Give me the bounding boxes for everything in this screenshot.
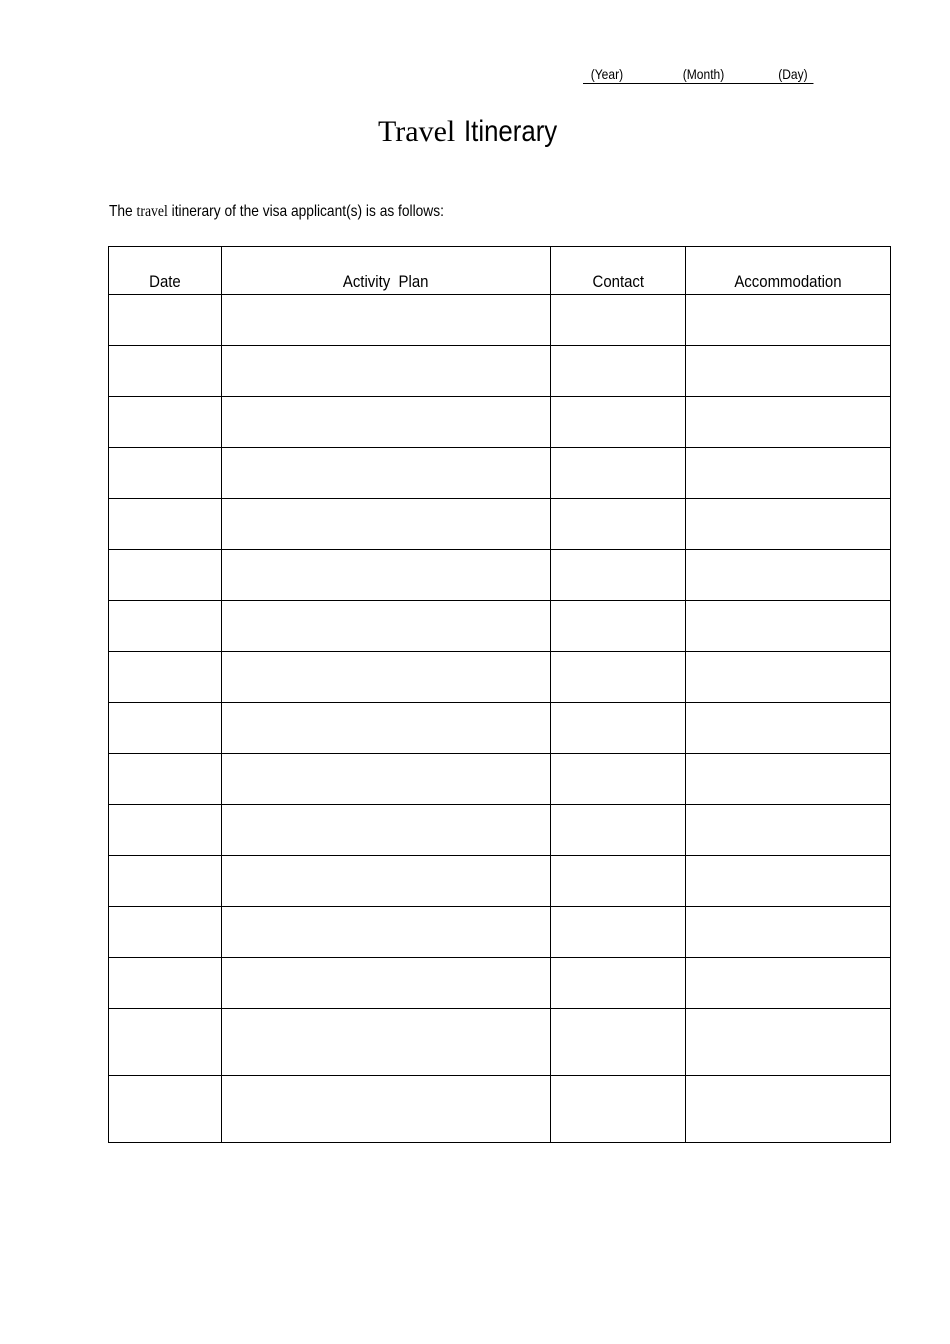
year-label: (Year)	[590, 66, 624, 82]
accommodation-cell[interactable]	[686, 856, 891, 907]
table-row	[109, 1009, 891, 1076]
contact-cell[interactable]	[551, 397, 686, 448]
date-cell[interactable]	[109, 856, 222, 907]
date-cell[interactable]	[109, 448, 222, 499]
activity-plan-cell[interactable]	[222, 805, 551, 856]
activity-plan-cell[interactable]	[222, 601, 551, 652]
activity-plan-cell[interactable]	[222, 448, 551, 499]
activity-plan-cell[interactable]	[222, 550, 551, 601]
header-contact: Contact	[551, 247, 686, 295]
table-row	[109, 550, 891, 601]
header-activity-plan: Activity Plan	[222, 247, 551, 295]
date-field-line[interactable]	[583, 66, 813, 84]
activity-plan-cell[interactable]	[222, 958, 551, 1009]
page-title	[0, 112, 950, 152]
contact-cell[interactable]	[551, 703, 686, 754]
contact-cell[interactable]	[551, 958, 686, 1009]
table-row	[109, 856, 891, 907]
activity-plan-cell[interactable]	[222, 856, 551, 907]
contact-cell[interactable]	[551, 346, 686, 397]
accommodation-cell[interactable]	[686, 703, 891, 754]
accommodation-cell[interactable]	[686, 448, 891, 499]
accommodation-cell[interactable]	[686, 1009, 891, 1076]
contact-cell[interactable]	[551, 907, 686, 958]
contact-cell[interactable]	[551, 805, 686, 856]
accommodation-cell[interactable]	[686, 652, 891, 703]
table-row	[109, 652, 891, 703]
contact-cell[interactable]	[551, 499, 686, 550]
date-cell[interactable]	[109, 499, 222, 550]
table-row	[109, 907, 891, 958]
table-row	[109, 397, 891, 448]
intro-text	[109, 202, 444, 222]
activity-plan-cell[interactable]	[222, 346, 551, 397]
accommodation-cell[interactable]	[686, 295, 891, 346]
title-part-travel: Travel	[378, 115, 456, 148]
contact-cell[interactable]	[551, 1076, 686, 1143]
date-cell[interactable]	[109, 1009, 222, 1076]
date-cell[interactable]	[109, 958, 222, 1009]
table-row	[109, 958, 891, 1009]
table-row	[109, 601, 891, 652]
table-row	[109, 448, 891, 499]
activity-plan-cell[interactable]	[222, 754, 551, 805]
title-part-itinerary: Itinerary	[463, 115, 557, 148]
table-body	[109, 295, 891, 1143]
activity-plan-cell[interactable]	[222, 397, 551, 448]
accommodation-cell[interactable]	[686, 346, 891, 397]
date-cell[interactable]	[109, 652, 222, 703]
contact-cell[interactable]	[551, 652, 686, 703]
table-row	[109, 703, 891, 754]
date-cell[interactable]	[109, 805, 222, 856]
accommodation-cell[interactable]	[686, 550, 891, 601]
accommodation-cell[interactable]	[686, 397, 891, 448]
activity-plan-cell[interactable]	[222, 295, 551, 346]
table-row	[109, 754, 891, 805]
date-cell[interactable]	[109, 295, 222, 346]
date-cell[interactable]	[109, 397, 222, 448]
intro-word: travel	[136, 203, 168, 220]
contact-cell[interactable]	[551, 1009, 686, 1076]
accommodation-cell[interactable]	[686, 499, 891, 550]
date-cell[interactable]	[109, 754, 222, 805]
activity-plan-cell[interactable]	[222, 652, 551, 703]
contact-cell[interactable]	[551, 754, 686, 805]
contact-cell[interactable]	[551, 448, 686, 499]
table-header-row	[109, 247, 891, 295]
table-row	[109, 1076, 891, 1143]
date-cell[interactable]	[109, 703, 222, 754]
accommodation-cell[interactable]	[686, 1076, 891, 1143]
accommodation-cell[interactable]	[686, 907, 891, 958]
header-accommodation: Accommodation	[686, 247, 891, 295]
activity-plan-cell[interactable]	[222, 499, 551, 550]
accommodation-cell[interactable]	[686, 958, 891, 1009]
table-row	[109, 346, 891, 397]
month-label: (Month)	[682, 66, 725, 82]
contact-cell[interactable]	[551, 295, 686, 346]
date-cell[interactable]	[109, 550, 222, 601]
date-cell[interactable]	[109, 1076, 222, 1143]
activity-plan-cell[interactable]	[222, 703, 551, 754]
itinerary-table	[108, 246, 891, 1143]
table-row	[109, 295, 891, 346]
date-cell[interactable]	[109, 601, 222, 652]
activity-plan-cell[interactable]	[222, 907, 551, 958]
activity-plan-cell[interactable]	[222, 1009, 551, 1076]
activity-plan-cell[interactable]	[222, 1076, 551, 1143]
table-row	[109, 499, 891, 550]
intro-suffix: itinerary of the visa applicant(s) is as follows:	[167, 203, 444, 220]
accommodation-cell[interactable]	[686, 805, 891, 856]
accommodation-cell[interactable]	[686, 601, 891, 652]
table-row	[109, 805, 891, 856]
date-cell[interactable]	[109, 907, 222, 958]
day-label: (Day)	[778, 66, 808, 82]
date-cell[interactable]	[109, 346, 222, 397]
contact-cell[interactable]	[551, 550, 686, 601]
header-date: Date	[109, 247, 222, 295]
intro-prefix: The	[109, 203, 137, 220]
accommodation-cell[interactable]	[686, 754, 891, 805]
contact-cell[interactable]	[551, 601, 686, 652]
contact-cell[interactable]	[551, 856, 686, 907]
